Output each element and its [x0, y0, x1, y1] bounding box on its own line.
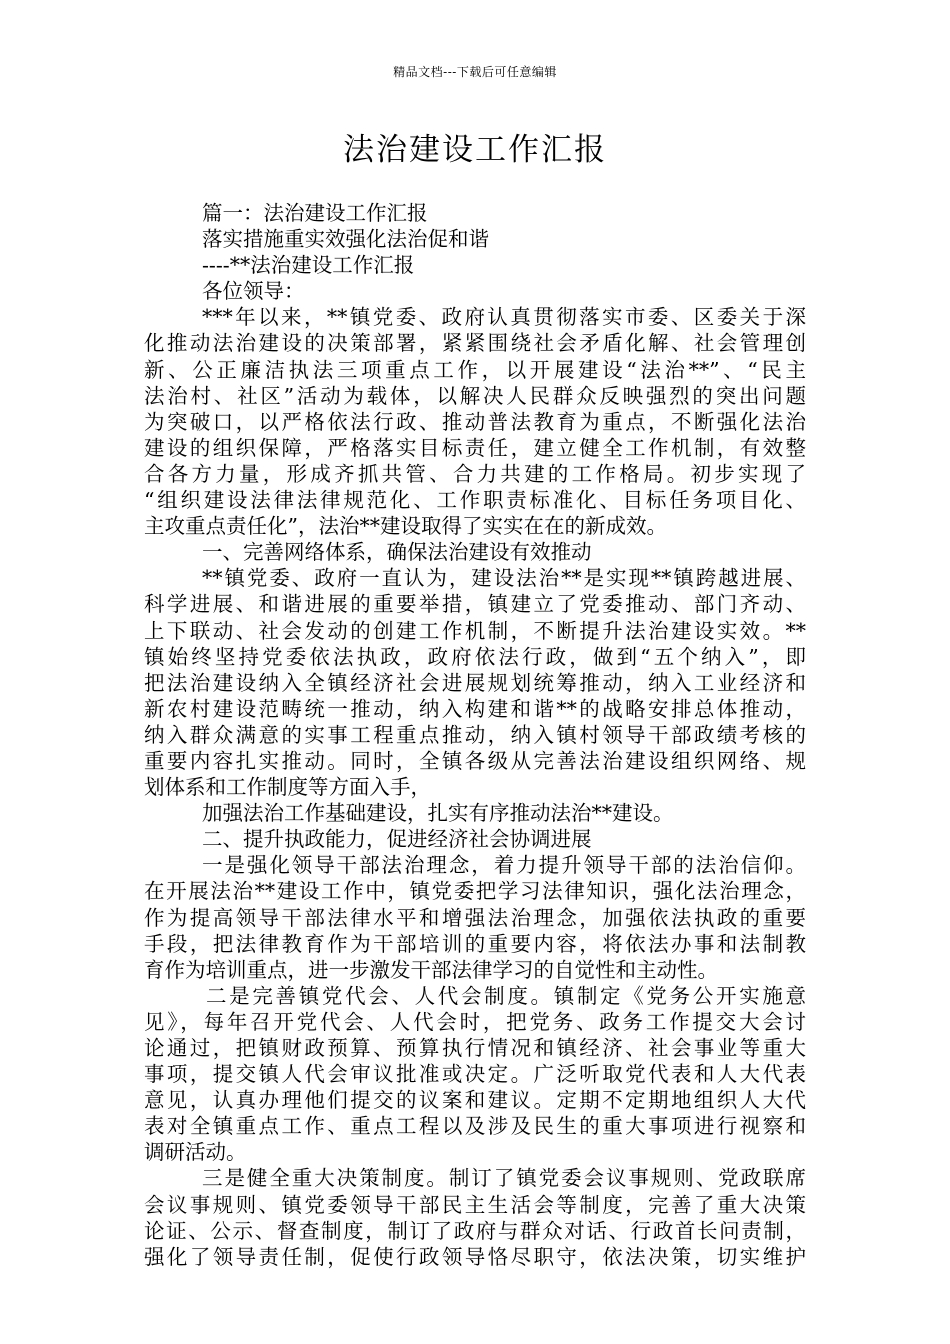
text-line: 表对全镇重点工作、重点工程以及涉及民生的重大事项进行视察和: [144, 1114, 806, 1139]
text-line: 上下联动、社会发动的创建工作机制，不断提升法治建设实效。**: [144, 618, 806, 643]
text-line: 会议事规则、镇党委领导干部民主生活会等制度，完善了重大决策: [144, 1192, 806, 1217]
text-line: 二、提升执政能力，促进经济社会协调进展: [202, 827, 592, 852]
text-line: 为突破口，以严格依法行政、推动普法教育为重点，不断强化法治: [144, 409, 806, 434]
text-line: 三是健全重大决策制度。制订了镇党委会议事规则、党政联席: [202, 1166, 806, 1191]
text-line: 二是完善镇党代会、人代会制度。镇制定《党务公开实施意: [206, 983, 806, 1008]
text-line: “组织建设法律法律规范化、工作职责标准化、目标任务项目化、: [144, 488, 806, 513]
text-line: 见》，每年召开党代会、人代会时，把党务、政务工作提交大会讨: [144, 1009, 806, 1034]
text-line: 一、完善网络体系，确保法治建设有效推动: [202, 540, 592, 565]
text-line: 作为提高领导干部法律水平和增强法治理念，加强依法执政的重要: [144, 905, 806, 930]
text-line: 事项，提交镇人代会审议批准或决定。广泛听取党代表和人大代表: [144, 1062, 806, 1087]
text-line: 重要内容扎实推动。同时，全镇各级从完善法治建设组织网络、规: [144, 748, 806, 773]
text-line: 科学进展、和谐进展的重要举措，镇建立了党委推动、部门齐动、: [144, 592, 806, 617]
text-line: 把法治建设纳入全镇经济社会进展规划统筹推动，纳入工业经济和: [144, 670, 806, 695]
text-line: 论通过，把镇财政预算、预算执行情况和镇经济、社会事业等重大: [144, 1036, 806, 1060]
text-line: 调研活动。: [144, 1140, 247, 1165]
text-line: 主攻重点责任化”，法治**建设取得了实实在在的新成效。: [144, 514, 667, 539]
text-line: 法治村、社区”活动为载体，以解决人民群众反映强烈的突出问题: [144, 383, 806, 408]
text-line: 新农村建设范畴统一推动，纳入构建和谐**的战略安排总体推动，: [144, 696, 806, 721]
text-line: 划体系和工作制度等方面入手，: [144, 775, 431, 800]
text-line: 在开展法治**建设工作中，镇党委把学习法律知识，强化法治理念，: [144, 879, 806, 904]
document-title: 法治建设工作汇报: [343, 132, 607, 168]
text-line: 论证、公示、督查制度，制订了政府与群众对话、行政首长问责制，: [144, 1218, 806, 1243]
text-line: 建设的组织保障，严格落实目标责任，建立健全工作机制，有效整: [144, 435, 806, 460]
text-line: 各位领导：: [202, 279, 305, 304]
text-line: 篇一：法治建设工作汇报: [202, 201, 428, 225]
text-line: 新、公正廉洁执法三项重点工作，以开展建设“法治**”、“民主: [144, 357, 806, 382]
text-line: 强化了领导责任制，促使行政领导恪尽职守，依法决策，切实维护: [144, 1244, 806, 1269]
document-body: [144, 200, 806, 1270]
text-line: 合各方力量，形成齐抓共管、合力共建的工作格局。初步实现了: [144, 461, 806, 486]
text-line: **镇党委、政府一直认为，建设法治**是实现**镇跨越进展、: [202, 566, 806, 591]
text-line: ----**法治建设工作汇报: [202, 253, 415, 278]
text-line: 纳入群众满意的实事工程重点推动，纳入镇村领导干部政绩考核的: [144, 722, 806, 747]
text-line: 手段，把法律教育作为干部培训的重要内容，将依法办事和法制教: [144, 931, 806, 956]
text-line: 落实措施重实效强化法治促和谐: [202, 227, 489, 252]
text-line: 一是强化领导干部法治理念，着力提升领导干部的法治信仰。: [202, 853, 806, 878]
text-line: 育作为培训重点，进一步激发干部法律学习的自觉性和主动性。: [144, 957, 718, 982]
text-line: 加强法治工作基础建设，扎实有序推动法治**建设。: [202, 801, 674, 826]
text-line: ***年以来，**镇党委、政府认真贯彻落实市委、区委关于深: [202, 305, 806, 330]
header-note: 精品文档---下载后可任意编辑: [393, 65, 557, 79]
text-line: 化推动法治建设的决策部署，紧紧围绕社会矛盾化解、社会管理创: [144, 331, 806, 356]
text-line: 意见，认真办理他们提交的议案和建议。定期不定期地组织人大代: [144, 1088, 806, 1113]
text-line: 镇始终坚持党委依法执政，政府依法行政，做到“五个纳入”，即: [144, 644, 806, 669]
